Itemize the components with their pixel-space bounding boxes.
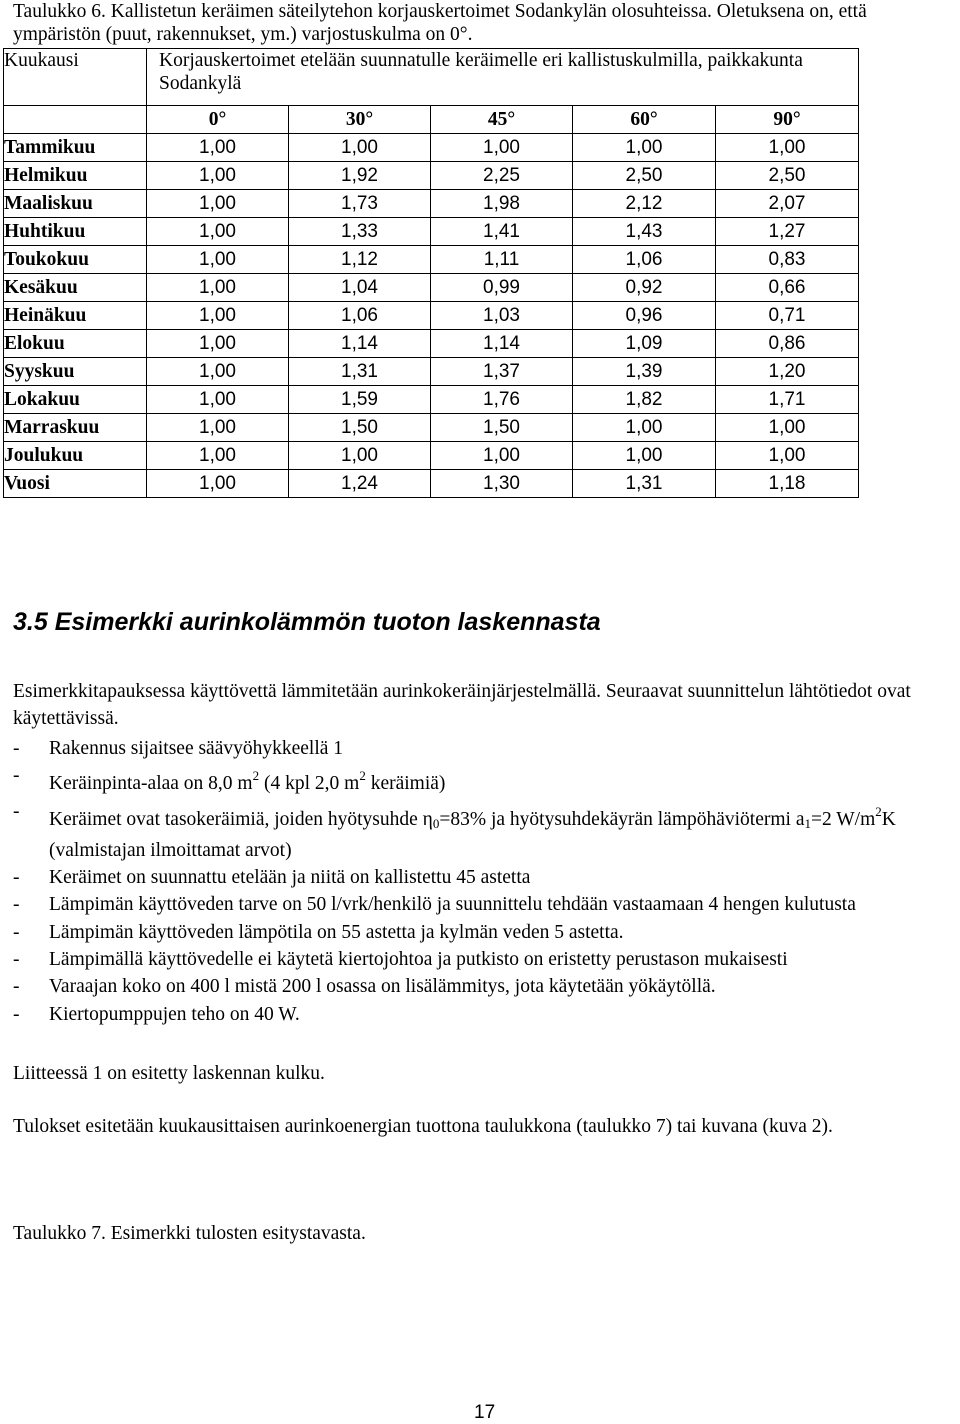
table-row xyxy=(4,162,859,190)
table-row xyxy=(4,302,859,330)
value-cell: 1,00 xyxy=(431,442,573,470)
value-cell: 2,25 xyxy=(431,162,573,190)
results-note: Tulokset esitetään kuukausittaisen aurinkoenergian tuottona taulukkona (taulukko 7) tai kuvana (kuva 2). xyxy=(13,1116,833,1137)
value-cell: 1,24 xyxy=(289,470,431,498)
list-dash: - xyxy=(13,949,20,971)
angle-header: 60° xyxy=(573,106,716,134)
value-cell: 1,00 xyxy=(147,134,289,162)
list-dash: - xyxy=(13,765,20,787)
value-cell: 2,50 xyxy=(573,162,716,190)
angle-header: 90° xyxy=(716,106,859,134)
table-row xyxy=(4,358,859,386)
value-cell: 1,37 xyxy=(431,358,573,386)
value-cell: 1,31 xyxy=(573,470,716,498)
value-cell: 1,00 xyxy=(716,134,859,162)
angle-header: 0° xyxy=(147,106,289,134)
value-cell: 1,03 xyxy=(431,302,573,330)
value-cell: 1,00 xyxy=(289,134,431,162)
value-cell: 0,66 xyxy=(716,274,859,302)
value-cell: 1,14 xyxy=(431,330,573,358)
list-item: - Rakennus sijaitsee säävyöhykkeellä 1 xyxy=(13,735,948,762)
value-cell: 1,20 xyxy=(716,358,859,386)
value-cell: 1,50 xyxy=(431,414,573,442)
value-cell: 0,92 xyxy=(573,274,716,302)
list-item: - Kiertopumppujen teho on 40 W. xyxy=(13,1001,948,1028)
list-dash: - xyxy=(13,738,20,759)
section-title: 3.5 Esimerkki aurinkolämmön tuoton laskennasta xyxy=(13,608,601,636)
value-cell: 1,11 xyxy=(431,246,573,274)
month-cell: Vuosi xyxy=(4,470,147,498)
design-parameters-list xyxy=(13,735,948,1028)
table-row xyxy=(4,386,859,414)
value-cell: 1,50 xyxy=(289,414,431,442)
value-cell: 1,00 xyxy=(431,134,573,162)
value-cell: 1,00 xyxy=(147,442,289,470)
table-row xyxy=(4,190,859,218)
value-cell: 1,00 xyxy=(147,330,289,358)
value-cell: 1,06 xyxy=(289,302,431,330)
value-cell: 1,06 xyxy=(573,246,716,274)
value-cell: 1,76 xyxy=(431,386,573,414)
value-cell: 1,00 xyxy=(147,162,289,190)
correction-column-header: Korjauskertoimet etelään suunnatulle keräimelle eri kallistuskulmilla, paikkakunta Sodankylä xyxy=(147,49,859,106)
table-caption: Taulukko 6. Kallistetun keräimen säteilytehon korjauskertoimet Sodankylän olosuhteissa. Oletuksena on, että ympäristön (puut, rakennukset, ym.) varjostuskulma on 0°. xyxy=(13,1,867,45)
table-row xyxy=(4,246,859,274)
table-row xyxy=(4,442,859,470)
month-cell: Syyskuu xyxy=(4,358,147,386)
table-row xyxy=(4,470,859,498)
month-cell: Elokuu xyxy=(4,330,147,358)
month-cell: Toukokuu xyxy=(4,246,147,274)
month-cell: Joulukuu xyxy=(4,442,147,470)
correction-factor-table xyxy=(3,48,859,498)
intro-paragraph: Esimerkkitapauksessa käyttövettä lämmitetään aurinkokeräinjärjestelmällä. Seuraavat suunnittelun lähtötiedot ovat käytettävissä. xyxy=(13,681,911,729)
value-cell: 1,12 xyxy=(289,246,431,274)
angle-header-blank xyxy=(4,106,147,134)
value-cell: 1,00 xyxy=(147,246,289,274)
value-cell: 1,00 xyxy=(147,386,289,414)
list-item: - Varaajan koko on 400 l mistä 200 l osassa on lisälämmitys, jota käytetään yökäytöllä. xyxy=(13,973,948,1000)
value-cell: 1,00 xyxy=(716,442,859,470)
value-cell: 1,30 xyxy=(431,470,573,498)
month-cell: Lokakuu xyxy=(4,386,147,414)
appendix-note: Liitteessä 1 on esitetty laskennan kulku. xyxy=(13,1063,325,1084)
month-cell: Marraskuu xyxy=(4,414,147,442)
value-cell: 1,41 xyxy=(431,218,573,246)
value-cell: 1,92 xyxy=(289,162,431,190)
list-item: - Lämpimän käyttöveden lämpötila on 55 astetta ja kylmän veden 5 astetta. xyxy=(13,919,948,946)
list-dash: - xyxy=(13,894,20,916)
list-item: - Lämpimän käyttöveden tarve on 50 l/vrk/henkilö ja suunnittelu tehdään vastaamaan 4 hengen kulutusta xyxy=(13,891,948,918)
value-cell: 1,73 xyxy=(289,190,431,218)
value-cell: 1,00 xyxy=(147,302,289,330)
page-number: 17 xyxy=(474,1402,496,1423)
value-cell: 1,27 xyxy=(716,218,859,246)
value-cell: 1,00 xyxy=(573,442,716,470)
value-cell: 1,31 xyxy=(289,358,431,386)
value-cell: 1,00 xyxy=(289,442,431,470)
value-cell: 1,00 xyxy=(147,190,289,218)
table-row xyxy=(4,134,859,162)
angle-header: 45° xyxy=(431,106,573,134)
value-cell: 0,71 xyxy=(716,302,859,330)
list-item: - Keräimet ovat tasokeräimiä, joiden hyötysuhde $\eta_0=83\%$ ja hyötysuhdekäyrän lämpöhäviötermi $a_1=2$ $W/m^2K$ (valmistajan ilmoittamat arvot) xyxy=(13,798,948,865)
month-cell: Maaliskuu xyxy=(4,190,147,218)
value-cell: 2,12 xyxy=(573,190,716,218)
value-cell: 0,83 xyxy=(716,246,859,274)
month-cell: Helmikuu xyxy=(4,162,147,190)
value-cell: 1,00 xyxy=(147,470,289,498)
list-item: - Keräinpinta-alaa on 8,0 $m^2$ (4 kpl 2,0 $m^2$ keräimiä) xyxy=(13,762,948,797)
value-cell: 2,07 xyxy=(716,190,859,218)
value-cell: 1,09 xyxy=(573,330,716,358)
value-cell: 1,82 xyxy=(573,386,716,414)
value-cell: 1,00 xyxy=(147,218,289,246)
month-cell: Huhtikuu xyxy=(4,218,147,246)
list-dash: - xyxy=(13,1003,20,1025)
value-cell: 1,33 xyxy=(289,218,431,246)
value-cell: 1,04 xyxy=(289,274,431,302)
table7-caption: Taulukko 7. Esimerkki tulosten esitystavasta. xyxy=(13,1223,366,1244)
value-cell: 1,39 xyxy=(573,358,716,386)
value-cell: 1,00 xyxy=(147,358,289,386)
value-cell: 1,18 xyxy=(716,470,859,498)
table-row xyxy=(4,414,859,442)
list-dash: - xyxy=(13,921,20,943)
list-dash: - xyxy=(13,800,20,822)
value-cell: 1,00 xyxy=(716,414,859,442)
value-cell: 0,99 xyxy=(431,274,573,302)
table-row xyxy=(4,330,859,358)
list-item: - Keräimet on suunnattu etelään ja niitä on kallistettu 45 astetta xyxy=(13,864,948,891)
table-row xyxy=(4,274,859,302)
table-row xyxy=(4,218,859,246)
value-cell: 1,59 xyxy=(289,386,431,414)
value-cell: 1,71 xyxy=(716,386,859,414)
table-body xyxy=(4,134,859,498)
value-cell: 1,00 xyxy=(147,414,289,442)
value-cell: 0,86 xyxy=(716,330,859,358)
list-item: - Lämpimällä käyttövedelle ei käytetä kiertojohtoa ja putkisto on eristetty perustason mukaisesti xyxy=(13,946,948,973)
month-column-header: Kuukausi xyxy=(4,49,147,106)
month-cell: Heinäkuu xyxy=(4,302,147,330)
value-cell: 1,98 xyxy=(431,190,573,218)
month-cell: Tammikuu xyxy=(4,134,147,162)
value-cell: 1,00 xyxy=(573,134,716,162)
angle-header: 30° xyxy=(289,106,431,134)
value-cell: 0,96 xyxy=(573,302,716,330)
value-cell: 1,00 xyxy=(573,414,716,442)
value-cell: 1,14 xyxy=(289,330,431,358)
list-dash: - xyxy=(13,976,20,998)
value-cell: 1,43 xyxy=(573,218,716,246)
month-cell: Kesäkuu xyxy=(4,274,147,302)
value-cell: 2,50 xyxy=(716,162,859,190)
list-dash: - xyxy=(13,867,20,889)
value-cell: 1,00 xyxy=(147,274,289,302)
